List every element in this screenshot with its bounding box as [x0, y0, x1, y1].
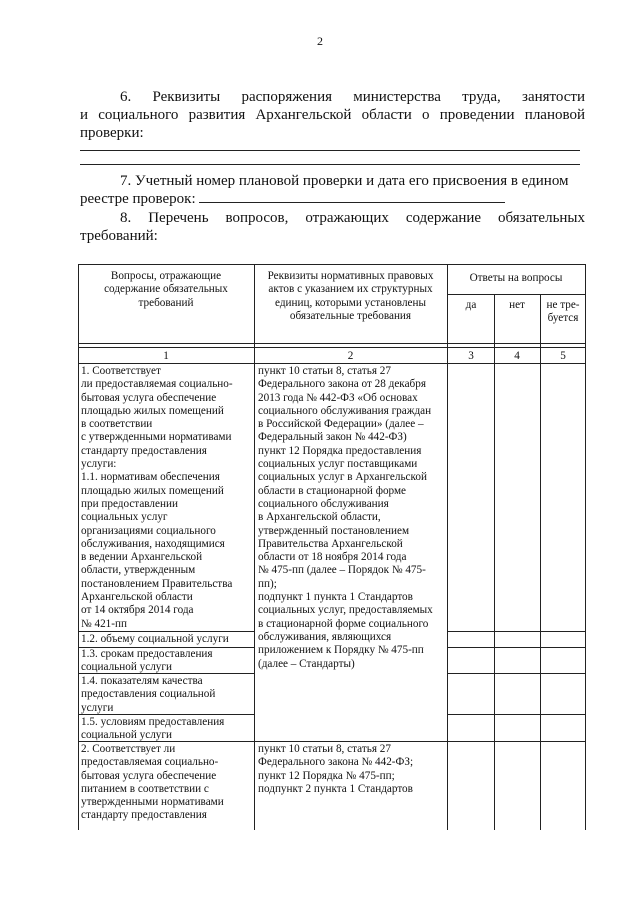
item-7 [80, 172, 585, 208]
row-1-3-question: 1.3. срокам предоставления социальной услуги [81, 648, 213, 674]
header-no: нет [509, 299, 525, 311]
row-2-requisites: пункт 10 статьи 8, статья 27 Федерального закона № 442-ФЗ; пункт 12 Порядка № 475-пп; подпункт 2 пункта 1 Стандартов [258, 743, 414, 795]
blank-line-2 [80, 164, 580, 165]
row-1-5-question: 1.5. условиям предоставления социальной услуги [81, 716, 225, 742]
row-1-4-question: 1.4. показателям качества предоставления социальной услуги [81, 675, 216, 714]
row-2-question: 2. Соответствует ли предоставляемая социально- бытовая услуга обеспечение питанием в соответствии с утвержденными нормативами стандарту предоставления [81, 743, 224, 822]
item-6-line-2: и социального развития Архангельской области о проведении плановой [80, 107, 585, 123]
column-number-1: 1 [163, 350, 169, 362]
header-questions: Вопросы, отражающие содержание обязательных требований [104, 270, 228, 309]
item-7-line-1: 7. Учетный номер плановой проверки и дата его присвоения в едином [120, 173, 569, 189]
blank-line-1 [80, 150, 580, 151]
item-7-line-2: реестре проверок: [80, 190, 585, 208]
item-8 [80, 209, 585, 245]
item-8-line-2: требований: [80, 228, 158, 244]
item-6-line-3: проверки: [80, 125, 144, 141]
row-1-question: 1. Соответствует ли предоставляемая социально- бытовая услуга обеспечение площадью жилых помещений в соответствии с утвержденными нормативами стандарту предоставления услуги: 1.1. нормативам обеспечения площадью жилых помещений при предоставлении социальных услуг организациями социального обслуживания, находящимися в ведении Архангельской области, утвержденным постановлением Правительства Архангельской области от 14 октября 2014 года № 421-пп [81, 365, 233, 630]
header-legal-requisites: Реквизиты нормативных правовых актов с указанием их структурных единиц, которыми установлены обязательные требования [267, 270, 434, 322]
column-number-5: 5 [560, 350, 566, 362]
header-answers: Ответы на вопросы [469, 272, 563, 284]
column-number-4: 4 [514, 350, 520, 362]
item-8-line-1: 8. Перечень вопросов, отражающих содержание обязательных [120, 210, 586, 226]
column-number-3: 3 [468, 350, 474, 362]
item-6 [80, 88, 585, 142]
header-not-required: не тре- буется [546, 299, 580, 325]
page-number: 2 [317, 34, 323, 48]
row-1-requisites: пункт 10 статьи 8, статья 27 Федерального закона от 28 декабря 2013 года № 442-ФЗ «Об основах социального обслуживания граждан в Российской Федерации» (далее – Федеральный закон № 442-ФЗ) пункт 12 Порядка предоставления социальных услуг поставщиками социальных услуг в Архангельской области в стационарной форме социального обслуживания в Архангельской области, утвержденный постановлением Правительства Архангельской области от 18 ноября 2014 года № 475-пп (далее – Порядок № 475- пп); подпункт 1 пункта 1 Стандартов социальных услуг, предоставляемых в стационарной форме социального обслуживания, являющихся приложением к Порядку № 475-пп (далее – Стандарты) [258, 365, 433, 670]
header-yes: да [465, 299, 477, 311]
item-6-line-1: 6. Реквизиты распоряжения министерства труда, занятости [120, 89, 585, 105]
row-1-2-question: 1.2. объему социальной услуги [81, 633, 229, 645]
registry-number-blank [199, 190, 505, 203]
column-number-2: 2 [347, 350, 354, 362]
